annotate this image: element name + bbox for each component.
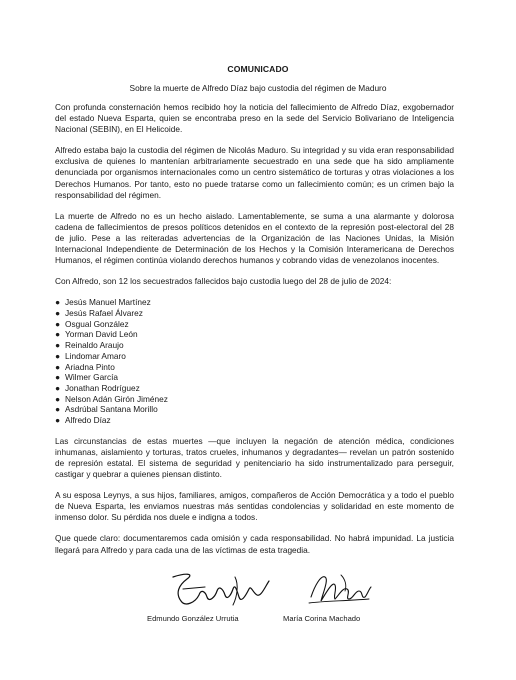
bullet-icon: ● xyxy=(55,361,61,372)
list-item: ● Osgual González xyxy=(55,318,129,329)
bullet-icon: ● xyxy=(55,329,61,340)
paragraph-4: Con Alfredo, son 12 los secuestrados fallecidos bajo custodia luego del 28 de julio de 2024: xyxy=(55,276,392,287)
list-item: ● Jesús Manuel Martínez xyxy=(55,297,151,308)
signatory-name: Edmundo González Urrutia xyxy=(147,614,239,623)
paragraph-3: La muerte de Alfredo no es un hecho aislado. Lamentablemente, se suma a una alarmante y dolorosa cadena de fallecimientos de presos políticos detenidos en el contexto de la represión post-electoral del 28 de julio. Pese a las reiteradas advertencias de la Organización de las Naciones Unidas, la Misión Internacional Independiente de Determinación de los Hechos y la Comisión Interamericana de Derechos Humanos, el régimen continúa violando derechos humanos y cobrando vidas de venezolanos inocentes. xyxy=(55,210,454,266)
list-item: ● Asdrúbal Santana Morillo xyxy=(55,404,158,415)
paragraph-1: Con profunda consternación hemos recibido hoy la noticia del fallecimiento de Alfredo Díaz, exgobernador del estado Nueva Esparta, quien se encontraba preso en la sede del Servicio Bolivariano de Inteligencia Nacional (SEBIN), en El Helicoide. xyxy=(55,102,454,135)
bullet-icon: ● xyxy=(55,415,61,426)
signature-gonzalez-icon xyxy=(165,567,275,613)
list-item: ● Yorman David León xyxy=(55,329,138,340)
paragraph-7: Que quede claro: documentaremos cada omisión y cada responsabilidad. No habrá impunidad. La justicia llegará para Alfredo y para cada una de las víctimas de esta tragedia. xyxy=(55,533,454,555)
list-item: ● Ariadna Pinto xyxy=(55,361,115,372)
victims-list xyxy=(55,297,454,425)
bullet-icon: ● xyxy=(55,382,61,393)
paragraph-6: A su esposa Leynys, a sus hijos, familiares, amigos, compañeros de Acción Democrática y a todo el pueblo de Nueva Esparta, les enviamos nuestras más sentidas condolencias y solidaridad en este momento de inmenso dolor. Su pérdida nos duele e indigna a todos. xyxy=(55,490,454,523)
list-item: ● Jesús Rafael Álvarez xyxy=(55,308,143,319)
bullet-icon: ● xyxy=(55,350,61,361)
bullet-icon: ● xyxy=(55,372,61,383)
signatory-name: María Corina Machado xyxy=(283,614,361,623)
signature-machado xyxy=(270,567,410,611)
paragraph-2: Alfredo estaba bajo la custodia del régimen de Nicolás Maduro. Su integridad y su vida eran responsabilidad exclusiva de quienes lo mantenían arbitrariamente secuestrado en una sede que ha sido ampliamente denunciada por organismos internacionales como un centro sistemático de torturas y otras violaciones a los Derechos Humanos. Por tanto, esto no puede tratarse como un fallecimiento común; es un crimen bajo la responsabilidad del régimen. xyxy=(55,145,454,200)
list-item: ● Reinaldo Araujo xyxy=(55,340,124,351)
bullet-icon: ● xyxy=(55,340,61,351)
bullet-icon: ● xyxy=(55,308,61,319)
list-item: ● Alfredo Díaz xyxy=(55,415,111,426)
signature-machado-icon xyxy=(305,567,375,611)
bullet-icon: ● xyxy=(55,318,61,329)
paragraph-5: Las circunstancias de estas muertes —que incluyen la negación de atención médica, condiciones inhumanas, aislamiento y torturas, tratos crueles, inhumanos y degradantes— revelan un patrón sostenido de represión estatal. El sistema de seguridad y penitenciario ha sido instrumentalizado para perseguir, castigar y quebrar a quienes piensan distinto. xyxy=(55,435,454,480)
document-title: COMUNICADO xyxy=(227,64,289,74)
document-subtitle: Sobre la muerte de Alfredo Díaz bajo custodia del régimen de Maduro xyxy=(129,83,387,93)
bullet-icon: ● xyxy=(55,297,61,308)
list-item: ● Wilmer García xyxy=(55,372,119,383)
list-item: ● Nelson Adán Girón Jiménez xyxy=(55,393,168,404)
bullet-icon: ● xyxy=(55,404,61,415)
list-item: ● Jonathan Rodríguez xyxy=(55,382,140,393)
bullet-icon: ● xyxy=(55,393,61,404)
document-body xyxy=(55,102,454,566)
list-item: ● Lindomar Amaro xyxy=(55,350,126,361)
